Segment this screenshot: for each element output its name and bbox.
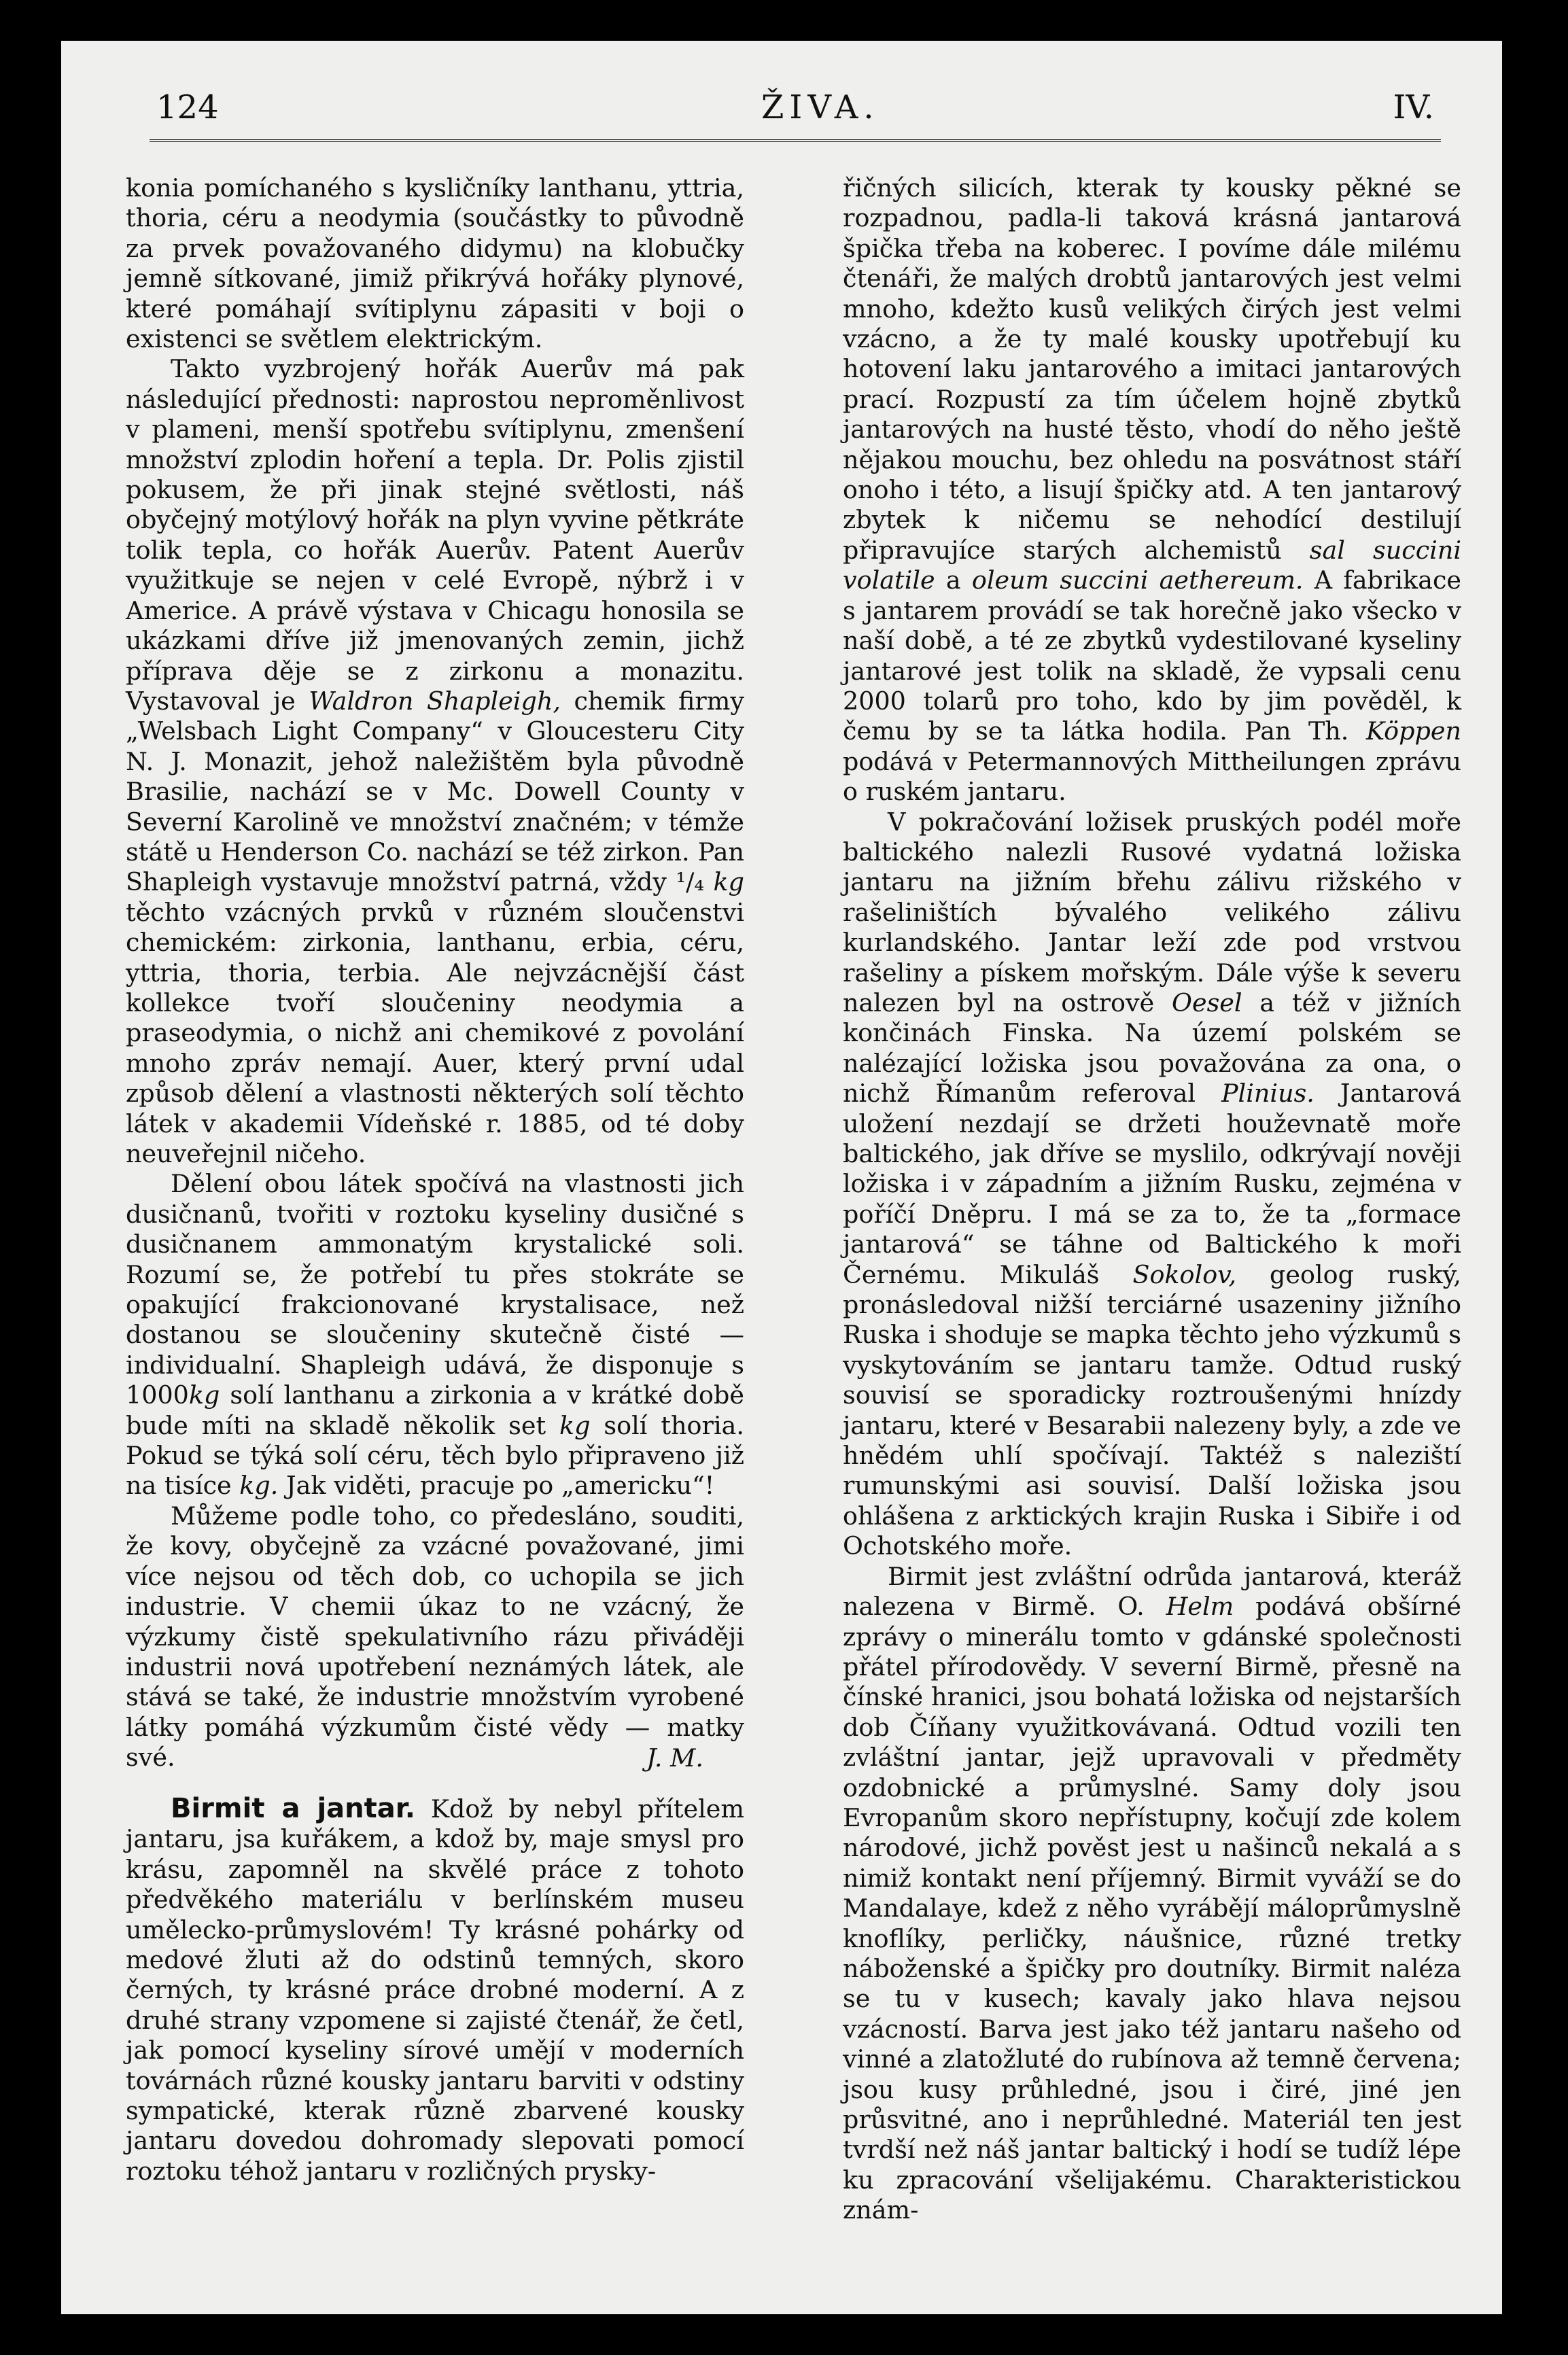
right-column — [843, 173, 1461, 2226]
article-heading: Birmit a jantar. — [171, 1792, 415, 1824]
paragraph: Můžeme podle toho, co předesláno, souditi, že kovy, obyčejně za vzácné považované, jimi více nejsou od těch dob, co uchopila se jich industrie. V chemii úkaz to ne vzácný, že výzkumy čistě spekulativního rázu přiváději industrii nová upotřebení neznámých látek, ale stává se také, že industrie množstvím vyrobené látky pomáhá výzkumům čisté vědy — matky své. — [126, 1501, 744, 1773]
paragraph: konia pomíchaného s kysličníky lanthanu, yttria, thoria, céru a neodymia (součástky to původně za prvek považovaného didymu) na klobučky jemně sítkované, jimiž přikrývá hořáky plynové, které pomáhají svítiplynu zápasiti v boji o existenci se světlem elektrickým. — [126, 173, 744, 354]
journal-title: ŽIVA. — [761, 88, 879, 126]
volume-number: IV. — [1393, 88, 1434, 126]
author-signature: J. M. — [646, 1743, 703, 1773]
paragraph: V pokračování ložisek pruských podél moře baltického nalezli Rusové vydatná ložiska jantaru na jižním břehu zálivu rižského v rašeliništích bývalého velikého zálivu kurlandského. Jantar leží zde pod vrstvou rašeliny a pískem mořským. Dále výše k severu nalezen byl na ostrově Oesel a též v jižních končinách Finska. Na území polském se nalézající ložiska jsou považována za ona, o nichž Římanům referoval Plinius. Jantarová uložení nezdají se držeti houževnatě moře baltického, jak dříve se myslilo, odkrývají nověji ložiska i v západním a jižním Rusku, zejména v poříčí Dněpru. I má se za to, že ta „formace jantarová“ se táhne od Baltického k moři Černému. Mikuláš Sokolov, geolog ruský, pronásledoval nižší terciárné usazeniny jižního Ruska i shoduje se mapka těchto jeho výzkumů s vyskytováním se jantaru tamže. Odtud ruský souvisí se sporadicky roztroušenými hnízdy jantaru, které v Besarabii nalezeny byly, a zde ve hnědém uhlí spočívají. Taktéž s naleziští rumunskými asi souvisí. Další ložiska jsou ohlášena z arktických krajin Ruska i Sibiře i od Ochotského moře. — [843, 807, 1462, 1561]
left-column — [126, 173, 744, 2186]
paragraph: řičných silicích, kterak ty kousky pěkné se rozpadnou, padla-li taková krásná jantarová špička třeba na koberec. I povíme dále milému čtenáři, že malých drobtů jantarových jest velmi mnoho, kdežto kusů velikých čirých jest velmi vzácno, a že ty malé kousky upotřebují ku hotovení laku jantarového a imitaci jantarových prací. Rozpustí za tím účelem hojně zbytků jantarových na husté těsto, vhodí do něho ještě nějakou mouchu, bez ohledu na posvátnost stáří onoho i této, a lisují špičky atd. A ten jantarový zbytek k ničemu se nehodící destilují připravujíce starých alchemistů sal succini volatile a oleum succini aethereum. A fabrikace s jantarem provádí se tak horečně jako všecko v naší době, a té ze zbytků vydestilované kyseliny jantarové jest tolik na skladě, že vypsali cenu 2000 tolarů pro toho, kdo by jim pověděl, k čemu by se ta látka hodila. Pan Th. Köppen podává v Petermannových Mittheilungen zprávu o ruském jantaru. — [843, 173, 1462, 807]
paragraph: Takto vyzbrojený hořák Auerův má pak následující přednosti: naprostou neproměnlivost v plameni, menší spotřebu svítiplynu, zmenšení množství zplodin hoření a tepla. Dr. Polis zjistil pokusem, že při jinak stejné světlosti, náš obyčejný motýlový hořák na plyn vyvine pětkráte tolik tepla, co hořák Auerův. Patent Auerův využitkuje se nejen v celé Evropě, nýbrž i v Americe. A právě výstava v Chicagu honosila se ukázkami dříve již jmenovaných zemin, jichž příprava děje se z zirkonu a monazitu. Vystavoval je Waldron Shapleigh, chemik firmy „Welsbach Light Company“ v Gloucesteru City N. J. Monazit, jehož naležištěm byla původně Brasilie, nachází se v Mc. Dowell County v Severní Karolině ve množství značném; v témže státě u Henderson Co. nachází se též zirkon. Pan Shapleigh vystavuje množství patrná, vždy ¹/₄ kg těchto vzácných prvků v různém sloučenstvi chemickém: zirkonia, lanthanu, erbia, céru, yttria, thoria, terbia. Ale nejvzácnější část kollekce tvoří sloučeniny neodymia a praseodymia, o nichž ani chemikové z povolání mnoho zpráv nemají. Auer, který první udal způsob dělení a vlastnosti některých solí těchto látek v akademii Vídeňské r. 1885, od té doby neuveřejnil ničeho. — [126, 354, 744, 1168]
article-paragraph: Birmit a jantar. Kdož by nebyl přítelem jantaru, jsa kuřákem, a kdož by, maje smysl pro krásu, zapomněl na skvělé práce z tohoto předvěkého materiálu v berlínském museu umělecko-průmyslovém! Ty krásné pohárky od medové žluti až do odstinů temných, skoro černých, ty krásné práce drobné moderní. A z druhé strany vzpomene si zajisté čtenář, že četl, jak pomocí kyseliny sírové umějí v moderních továrnách různé kousky jantaru barviti v odstiny sympatické, kterak různě zbarvené kousky jantaru dovedou dohromady slepovati pomocí roztoku téhož jantaru v rozličných prysky- — [126, 1792, 744, 2186]
paragraph: Birmit jest zvláštní odrůda jantarová, kteráž nalezena v Birmě. O. Helm podává obšírné zprávy o minerálu tomto v gdánské společnosti přátel přírodovědy. V severní Birmě, přesně na čínské hranici, jsou bohatá ložiska od nejstarších dob Číňany využitkovávaná. Odtud vozili ten zvláštní jantar, jejž upravovali v předměty ozdobnické a průmyslné. Samy doly jsou Evropanům skoro nepřístupny, kočují zde kolem národové, jichž pověst jest u našinců nekalá a s nimiž kontakt není příjemný. Birmit vyváží se do Mandalaye, kdež z něho vyrábějí máloprůmyslně knoflíky, perličky, náušnice, různé tretky náboženské a špičky pro doutníky. Birmit naléza se tu v kusech; kavaly jako hlava nejsou vzácností. Barva jest jako též jantaru našeho od vinné a zlatožluté do rubínova až temně červena; jsou kusy průhledné, jsou i čiré, jiné jen průsvitné, ano i neprůhledné. Materiál ten jest tvrdší než náš jantar baltický i hodí se tudíž lépe ku zpracování všelijakému. Charakteristickou znám- — [843, 1561, 1462, 2225]
person-name: Waldron Shapleigh, — [309, 686, 561, 716]
header-rule — [150, 139, 1441, 142]
page-number: 124 — [156, 88, 219, 126]
paragraph: Dělení obou látek spočívá na vlastnosti jich dusičnanů, tvořiti v roztoku kyseliny dusičné s dusičnanem ammonatým krystalické soli. Rozumí se, že potřebí tu přes stokráte se opakující frakcionované krystalisace, než dostanou se sloučeniny skutečně čisté — individualní. Shapleigh udává, že disponuje s 1000kg solí lanthanu a zirkonia a v krátké době bude míti na skladě několik set kg solí thoria. Pokud se týká solí céru, těch bylo připraveno již na tisíce kg. Jak viděti, pracuje po „americku“! — [126, 1169, 745, 1501]
